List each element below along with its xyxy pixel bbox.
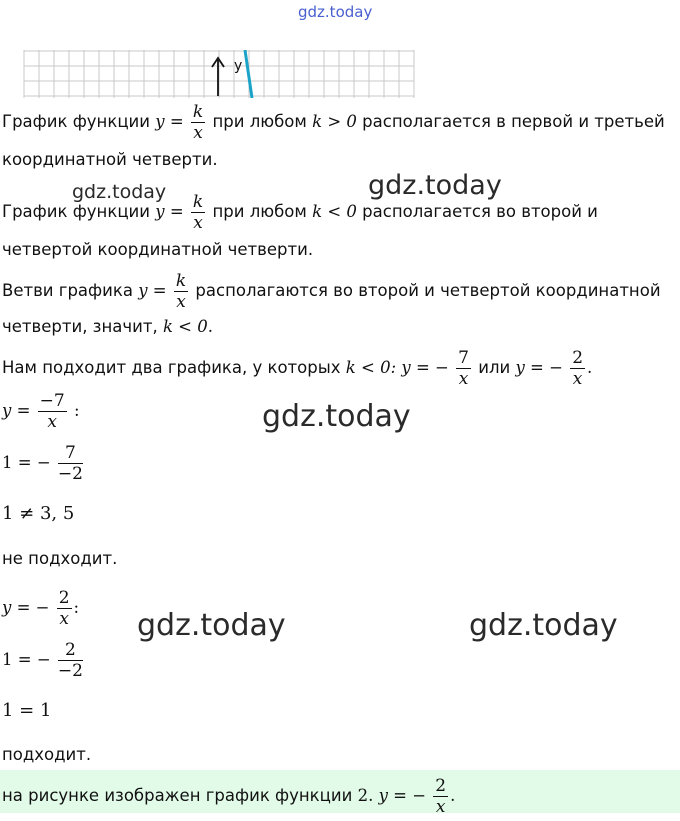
watermark-mid-large: gdz.today [368, 170, 502, 201]
fraction-7-over-x: $\frac{7}{x}$ [458, 348, 469, 389]
paragraph-1-line-2: координатной четверти. [2, 150, 218, 169]
fraction-k-over-x: $\frac{k}{x}$ [192, 102, 204, 143]
paragraph-3-line-1: Ветви графика y = $\frac{k}{x}$ располагаются во второй и четвертой координатной [2, 271, 661, 312]
fraction-k-over-x: $\frac{k}{x}$ [192, 192, 204, 233]
watermark-lower-left: gdz.today [137, 608, 286, 643]
graph-grid [22, 50, 422, 98]
equation-y-neg7-over-x: y = $\frac{-7}{x}$ : [2, 391, 80, 432]
paragraph-2-line-1: График функции y = $\frac{k}{x}$ при любом k < 0 располагается во второй и [2, 192, 598, 233]
equation-substitute-2: 1 = − $\frac{2}{-2}$ [2, 640, 83, 681]
watermark-center: gdz.today [262, 399, 411, 434]
paragraph-4: Нам подходит два графика, у которых k < 0: y = − $\frac{7}{x}$ или y = − $\frac{2}{x}$ . [2, 348, 593, 389]
watermark-top: gdz.today [298, 3, 373, 21]
fraction-2-over-x: $\frac{2}{x}$ [58, 588, 70, 629]
watermark-mid-small: gdz.today [72, 181, 167, 203]
watermark-lower-right: gdz.today [469, 608, 618, 643]
fraction-neg7-over-x: $\frac{-7}{x}$ [39, 391, 65, 432]
paragraph-2-line-2: четвертой координатной четверти. [2, 240, 314, 259]
inequality-result: 1 ≠ 3, 5 [2, 503, 75, 524]
paragraph-3-line-2: четверти, значит, k < 0. [2, 317, 213, 336]
not-fit-label: не подходит. [2, 549, 118, 568]
fits-label: подходит. [2, 745, 92, 764]
equality-result: 1 = 1 [2, 700, 52, 721]
fraction-2-over-x: $\frac{2}{x}$ [435, 776, 447, 817]
answer-line: на рисунке изображен график функции 2. y = − $\frac{2}{x}$ . [2, 776, 456, 817]
fraction-2-over-neg2: $\frac{2}{-2}$ [57, 640, 83, 681]
fraction-2-over-x: $\frac{2}{x}$ [572, 348, 584, 389]
equation-y-neg2-over-x: y = − $\frac{2}{x}$ : [2, 588, 80, 629]
paragraph-1-line-1: График функции y = $\frac{k}{x}$ при любом k > 0 располагается в первой и третьей [2, 102, 665, 143]
y-axis-label: y [234, 58, 243, 74]
fraction-k-over-x: $\frac{k}{x}$ [175, 271, 187, 312]
equation-substitute-7: 1 = − $\frac{7}{-2}$ [2, 443, 83, 484]
fraction-7-over-neg2: $\frac{7}{-2}$ [57, 443, 83, 484]
